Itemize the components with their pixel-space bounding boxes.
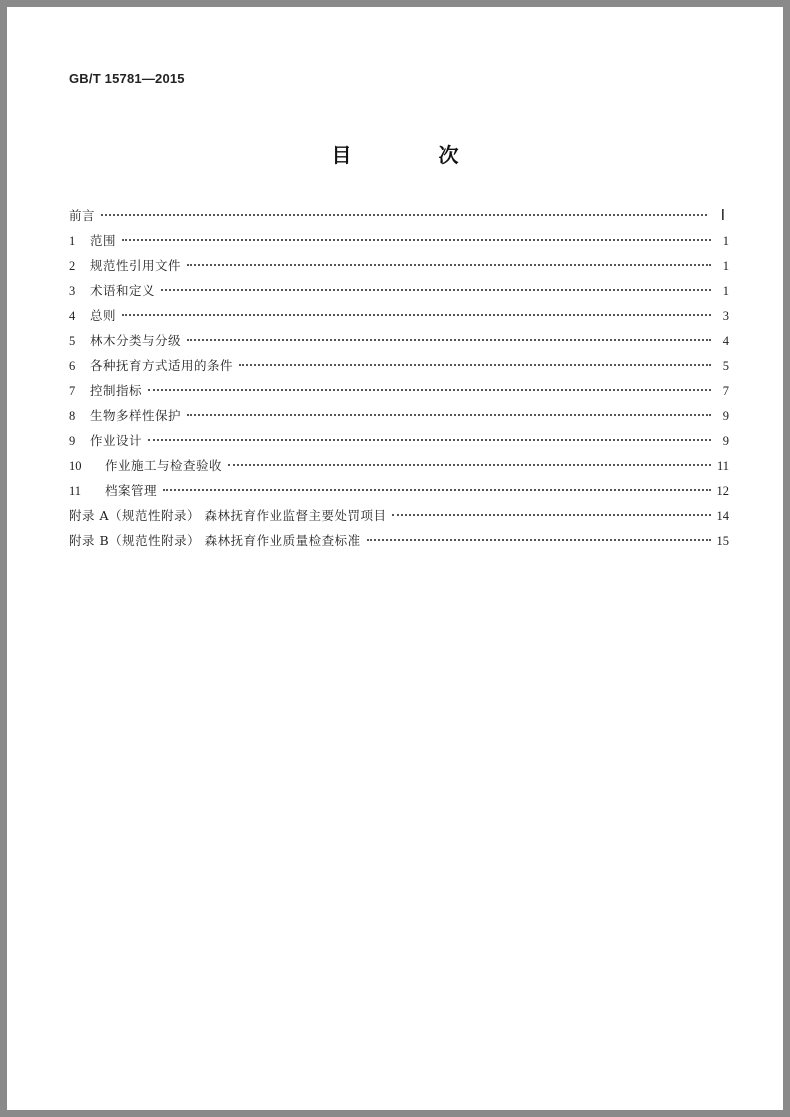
toc-entry-number: 10 xyxy=(69,459,82,473)
toc-entry-page: 1 xyxy=(722,259,729,273)
toc-entry-page: 9 xyxy=(722,409,729,423)
toc-entry-label: 各种抚育方式适用的条件 xyxy=(90,358,234,373)
dot-leader xyxy=(392,514,710,516)
toc-entry-3[interactable] xyxy=(69,278,729,303)
toc-entry-label: 生物多样性保护 xyxy=(90,408,182,423)
toc-entry-page: Ⅰ xyxy=(720,208,725,224)
toc-entry-page: 14 xyxy=(716,509,729,523)
toc-entry-7[interactable] xyxy=(69,378,729,403)
toc-entry-number: 4 xyxy=(69,309,76,323)
toc-entry-page: 12 xyxy=(716,484,729,498)
toc-entry-number: 2 xyxy=(69,259,76,273)
dot-leader xyxy=(148,439,711,441)
toc-entry-number: 7 xyxy=(69,384,76,398)
toc-entry-number: 6 xyxy=(69,359,76,373)
dot-leader xyxy=(367,539,711,541)
toc-entry-5[interactable] xyxy=(69,328,729,353)
dot-leader xyxy=(122,239,711,241)
toc-entry-label: 控制指标 xyxy=(90,383,143,398)
toc-entry-page: 15 xyxy=(716,534,729,548)
toc-entry-1[interactable] xyxy=(69,228,729,253)
dot-leader xyxy=(148,389,711,391)
dot-leader xyxy=(187,264,711,266)
toc-entry-11[interactable] xyxy=(69,478,729,503)
toc-entry-page: 11 xyxy=(716,459,729,473)
toc-entry-label: 总则 xyxy=(90,308,117,323)
toc-entry-label: 前言 xyxy=(69,208,96,223)
toc-entry-9[interactable] xyxy=(69,428,729,453)
toc-entry-number: 5 xyxy=(69,334,76,348)
toc-entry-4[interactable] xyxy=(69,303,729,328)
dot-leader xyxy=(163,489,710,491)
toc-entry-label: 附录 B（规范性附录） 森林抚育作业质量检查标准 xyxy=(69,533,361,548)
toc-entry-page: 1 xyxy=(722,284,729,298)
toc-entry-page: 4 xyxy=(722,334,729,348)
toc-entry-label: 作业设计 xyxy=(90,433,143,448)
standard-code: GB/T 15781—2015 xyxy=(69,71,185,86)
toc-entry-number: 9 xyxy=(69,434,76,448)
toc-entry-number: 3 xyxy=(69,284,76,298)
toc-entry-page: 1 xyxy=(722,234,729,248)
toc-entry-number: 11 xyxy=(69,484,82,498)
toc-entry-page: 7 xyxy=(722,384,729,398)
dot-leader xyxy=(228,464,711,466)
toc-entry-6[interactable] xyxy=(69,353,729,378)
toc-entry-number: 8 xyxy=(69,409,76,423)
toc-entry-foreword[interactable] xyxy=(69,203,729,228)
dot-leader xyxy=(122,314,711,316)
dot-leader xyxy=(187,414,711,416)
toc-entry-label: 附录 A（规范性附录） 森林抚育作业监督主要处罚项目 xyxy=(69,508,387,523)
toc-entry-label: 范围 xyxy=(90,233,117,248)
dot-leader xyxy=(239,364,711,366)
table-of-contents xyxy=(69,203,729,553)
dot-leader xyxy=(101,214,707,216)
toc-entry-number: 1 xyxy=(69,234,76,248)
toc-entry-label: 术语和定义 xyxy=(90,283,156,298)
toc-entry-label: 档案管理 xyxy=(105,483,158,498)
dot-leader xyxy=(187,339,711,341)
toc-entry-page: 5 xyxy=(722,359,729,373)
toc-entry-appendix-a[interactable] xyxy=(69,503,729,528)
toc-entry-2[interactable] xyxy=(69,253,729,278)
toc-entry-appendix-b[interactable] xyxy=(69,528,729,553)
toc-entry-8[interactable] xyxy=(69,403,729,428)
dot-leader xyxy=(161,289,711,291)
toc-entry-10[interactable] xyxy=(69,453,729,478)
toc-entry-label: 林木分类与分级 xyxy=(90,333,182,348)
toc-entry-page: 9 xyxy=(722,434,729,448)
toc-entry-page: 3 xyxy=(722,309,729,323)
toc-entry-label: 作业施工与检查验收 xyxy=(105,458,223,473)
page-title: 目 次 xyxy=(331,143,499,167)
toc-entry-label: 规范性引用文件 xyxy=(90,258,182,273)
